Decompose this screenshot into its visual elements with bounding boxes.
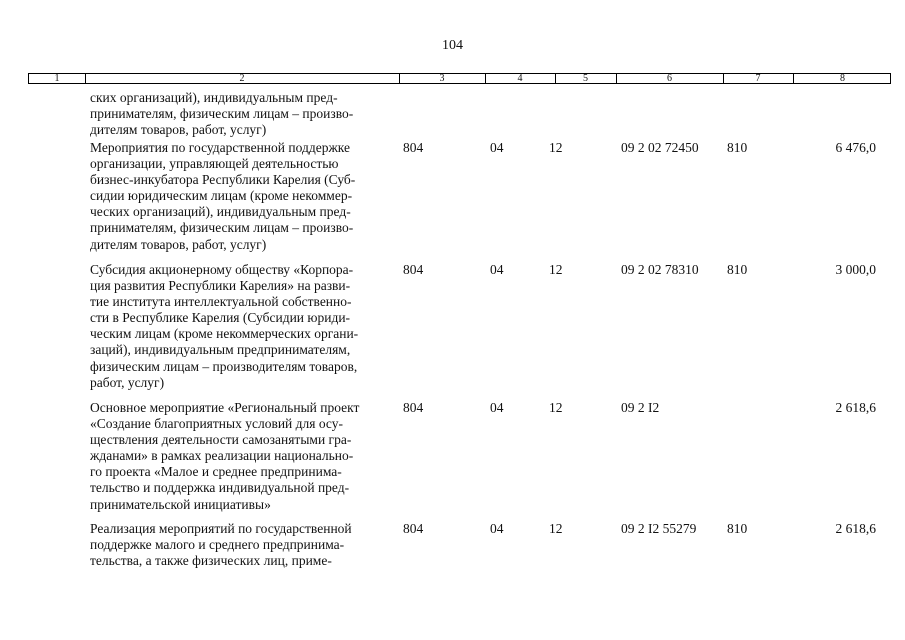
amount: 6 476,0	[835, 140, 876, 155]
header-col-5: 5	[583, 73, 588, 84]
section-code: 04	[490, 262, 504, 277]
ministry-code: 804	[403, 521, 424, 536]
table-row-description: Мероприятия по государственной поддержке организации, управляющей деятельностью бизнес-инкубатора Республики Карелия (Суб- сидии юридическим лицам (кроме некоммер- ческих организаций), индивидуальным пред- принимателям, физическим лицам – произво- дителям товаров, работ, услуг)	[90, 140, 356, 252]
page-number: 104	[442, 38, 463, 53]
subsection-code: 12	[549, 262, 563, 277]
table-row-description: Субсидия акционерному обществу «Корпора- ция развития Республики Карелия» на разви- тие института интеллектуальной собственно- сти в Республике Карелия (Субсидии юриди- ческим лицам (кроме некоммерческих органи- заций), индивидуальным предпринимателям, физическим лицам – производителям товаров, работ, услуг)	[90, 262, 359, 390]
expense-type-code: 810	[727, 262, 748, 277]
table-header	[28, 73, 891, 84]
amount: 2 618,6	[835, 400, 876, 415]
table-row-description: ских организаций), индивидуальным пред- принимателям, физическим лицам – произво- дителям товаров, работ, услуг)	[90, 90, 354, 138]
expense-type-code: 810	[727, 521, 748, 536]
expense-type-code: 810	[727, 140, 748, 155]
ministry-code: 804	[403, 262, 424, 277]
target-article-code: 09 2 02 72450	[621, 140, 699, 155]
header-col-1: 1	[54, 73, 60, 84]
subsection-code: 12	[549, 140, 563, 155]
amount: 3 000,0	[835, 262, 876, 277]
subsection-code: 12	[549, 521, 563, 536]
section-code: 04	[490, 521, 504, 536]
header-col-4: 4	[517, 73, 523, 84]
header-col-2: 2	[239, 73, 245, 84]
header-col-6: 6	[667, 73, 672, 84]
subsection-code: 12	[549, 400, 563, 415]
table-row-description: Основное мероприятие «Региональный проект «Создание благоприятных условий для осу- ществления деятельности самозанятыми гра- жданами» в рамках реализации национально- го проекта «Малое и среднее предпринима- тельство и поддержка индивидуальной пред- принимательской инициативы»	[90, 400, 360, 512]
header-col-7: 7	[755, 73, 761, 84]
target-article-code: 09 2 I2	[621, 400, 660, 415]
header-col-3: 3	[439, 73, 445, 84]
section-code: 04	[490, 400, 504, 415]
ministry-code: 804	[403, 140, 424, 155]
table-row-description: Реализация мероприятий по государственной поддержке малого и среднего предпринима- тельства, а также физических лиц, приме-	[90, 521, 352, 569]
header-col-8: 8	[840, 73, 845, 84]
target-article-code: 09 2 02 78310	[621, 262, 699, 277]
target-article-code: 09 2 I2 55279	[621, 521, 697, 536]
ministry-code: 804	[403, 400, 424, 415]
section-code: 04	[490, 140, 504, 155]
amount: 2 618,6	[835, 521, 876, 536]
